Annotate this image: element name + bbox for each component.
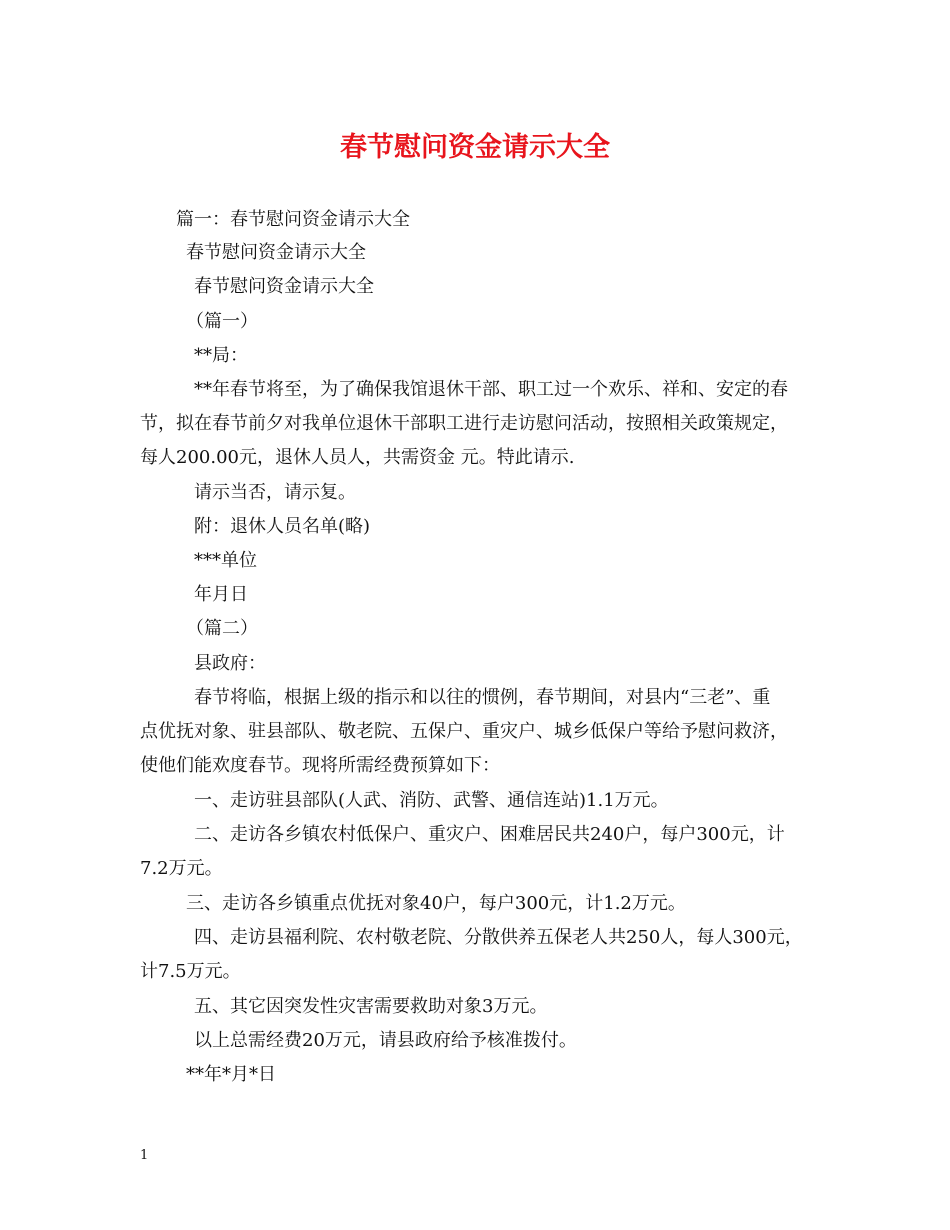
body-line: 以上总需经费20万元，请县政府给予核准拨付。 bbox=[194, 1030, 577, 1051]
body-line: ***单位 bbox=[194, 550, 257, 571]
body-line: 县政府： bbox=[194, 653, 266, 674]
body-line: 四、走访县福利院、农村敬老院、分散供养五保老人共250人，每人300元， bbox=[194, 927, 803, 948]
body-line: 7.2万元。 bbox=[140, 858, 223, 879]
body-line: **年春节将至，为了确保我馆退休干部、职工过一个欢乐、祥和、安定的春 bbox=[194, 379, 788, 400]
body-line: 点优抚对象、驻县部队、敬老院、五保户、重灾户、城乡低保户等给予慰问救济， bbox=[140, 721, 788, 742]
body-line: 节，拟在春节前夕对我单位退休干部职工进行走访慰问活动，按照相关政策规定， bbox=[140, 413, 788, 434]
body-line: 计7.5万元。 bbox=[140, 961, 241, 982]
body-line: 篇一：春节慰问资金请示大全 bbox=[176, 209, 410, 230]
body-line: 一、走访驻县部队(人武、消防、武警、通信连站)1.1万元。 bbox=[194, 790, 669, 811]
body-line: 附：退休人员名单(略) bbox=[194, 516, 371, 537]
body-line: 使他们能欢度春节。现将所需经费预算如下： bbox=[140, 755, 500, 776]
body-line: **局： bbox=[194, 345, 248, 366]
body-line: **年*月*日 bbox=[186, 1064, 276, 1085]
page-number: 1 bbox=[140, 1148, 149, 1163]
body-line: 二、走访各乡镇农村低保户、重灾户、困难居民共240户，每户300元，计 bbox=[194, 824, 785, 845]
body-line: （篇二） bbox=[186, 618, 258, 639]
body-line: （篇一） bbox=[186, 311, 258, 332]
body-line: 春节慰问资金请示大全 bbox=[194, 276, 374, 297]
body-line: 春节将临，根据上级的指示和以往的惯例，春节期间，对县内“三老”、重 bbox=[194, 687, 771, 708]
body-line: 春节慰问资金请示大全 bbox=[186, 242, 366, 263]
body-line: 五、其它因突发性灾害需要救助对象3万元。 bbox=[194, 996, 548, 1017]
body-line: 三、走访各乡镇重点优抚对象40户，每户300元，计1.2万元。 bbox=[186, 893, 686, 914]
body-line: 请示当否，请示复。 bbox=[194, 482, 356, 503]
body-line: 每人200.00元，退休人员人，共需资金 元。特此请示. bbox=[140, 447, 575, 468]
document-title: 春节慰问资金请示大全 bbox=[340, 132, 610, 163]
body-line: 年月日 bbox=[194, 584, 248, 605]
